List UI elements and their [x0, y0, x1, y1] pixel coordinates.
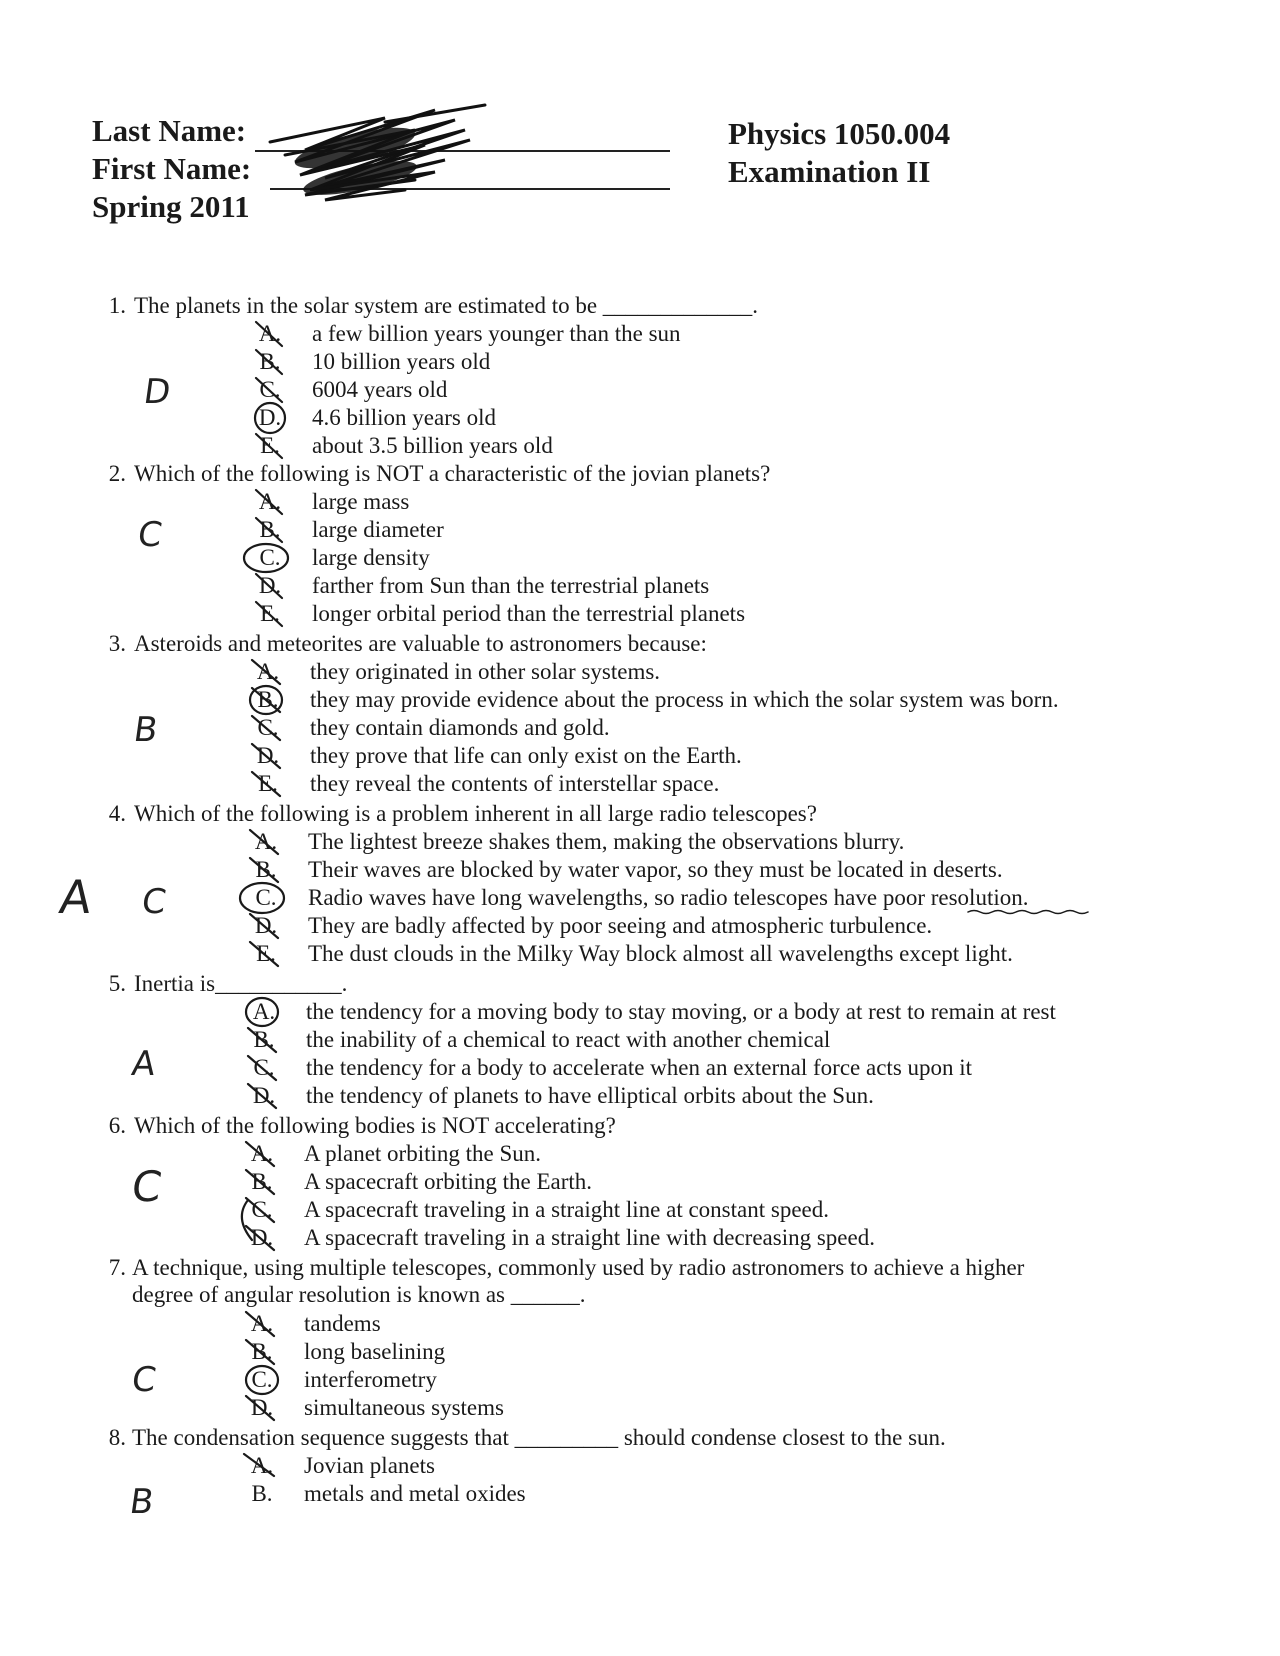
option-letter: C. — [259, 545, 281, 570]
option-letter: B. — [251, 1481, 273, 1506]
option-letter: B. — [251, 1169, 273, 1194]
option-text: 4.6 billion years old — [312, 405, 496, 430]
option-text: farther from Sun than the terrestrial planets — [312, 573, 710, 598]
option-letter: D. — [250, 1395, 274, 1420]
option-letter: B. — [251, 1339, 273, 1364]
option-letter: A. — [258, 489, 282, 514]
handwritten-answer: A — [129, 1044, 159, 1084]
option-text: the inability of a chemical to react with another chemical — [306, 1027, 831, 1052]
option-letter: A. — [254, 829, 278, 854]
option-letter: C. — [251, 1367, 273, 1392]
handwritten-answer: C — [129, 1360, 159, 1400]
option-letter: D. — [252, 1083, 276, 1108]
option-letter: E. — [258, 771, 278, 796]
option-letter: A. — [250, 1141, 274, 1166]
option-letter: A. — [258, 321, 282, 346]
option-text: large density — [312, 545, 430, 570]
term-label: Spring 2011 — [92, 189, 250, 224]
option-letter: E. — [260, 601, 280, 626]
option-letter: B. — [253, 1027, 275, 1052]
option-letter: D. — [256, 743, 280, 768]
option-letter: B. — [255, 857, 277, 882]
option-text: a few billion years younger than the sun — [312, 321, 681, 346]
option-letter: C. — [255, 885, 277, 910]
first-name-label: First Name: — [92, 151, 252, 186]
option-text: long baselining — [304, 1339, 446, 1364]
exam-title: Examination II — [728, 154, 931, 189]
option-letter: B. — [257, 687, 279, 712]
option-text: the tendency for a moving body to stay moving, or a body at rest to remain at rest — [306, 999, 1056, 1024]
question-text: Which of the following bodies is NOT accelerating? — [134, 1113, 616, 1138]
option-text: Jovian planets — [304, 1453, 435, 1478]
question-number: 4. — [108, 801, 126, 826]
option-letter: D. — [250, 1225, 274, 1250]
option-letter: D. — [258, 405, 282, 430]
option-letter: B. — [259, 349, 281, 374]
option-text: A spacecraft orbiting the Earth. — [304, 1169, 593, 1194]
option-letter: C. — [251, 1197, 273, 1222]
option-letter: D. — [254, 913, 278, 938]
option-text: 6004 years old — [312, 377, 448, 402]
question-text: Inertia is___________. — [134, 971, 348, 996]
option-text: Their waves are blocked by water vapor, so they must be located in deserts. — [308, 857, 1003, 882]
option-text: they contain diamonds and gold. — [310, 715, 610, 740]
option-letter: E. — [256, 941, 276, 966]
redaction-scribble — [265, 100, 495, 210]
option-text: they reveal the contents of interstellar space. — [310, 771, 720, 796]
last-name-label: Last Name: — [92, 113, 247, 148]
question-number: 3. — [108, 631, 126, 656]
option-letter: B. — [259, 517, 281, 542]
question-text-continued: degree of angular resolution is known as ______. — [132, 1282, 586, 1307]
question-number: 6. — [108, 1113, 126, 1138]
handwritten-answer: C — [135, 515, 165, 555]
option-letter: A. — [252, 999, 276, 1024]
option-letter: C. — [253, 1055, 275, 1080]
question-number: 1. — [108, 293, 126, 318]
option-letter: A. — [250, 1311, 274, 1336]
option-text: interferometry — [304, 1367, 437, 1392]
option-text: they prove that life can only exist on the Earth. — [310, 743, 742, 768]
question-number: 7. — [108, 1255, 126, 1280]
handwritten-answer: B — [131, 710, 161, 750]
question-text: The condensation sequence suggests that _________ should condense closest to the sun. — [132, 1425, 946, 1450]
option-text: They are badly affected by poor seeing and atmospheric turbulence. — [308, 913, 933, 938]
option-text: Radio waves have long wavelengths, so radio telescopes have poor resolution. — [308, 885, 1029, 910]
handwritten-answer: D — [141, 372, 173, 412]
option-text: about 3.5 billion years old — [312, 433, 553, 458]
option-letter: E. — [260, 433, 280, 458]
question-number: 2. — [108, 461, 126, 486]
option-text: longer orbital period than the terrestrial planets — [312, 601, 746, 626]
handwritten-answer: B — [127, 1482, 157, 1522]
option-text: the tendency of planets to have elliptical orbits about the Sun. — [306, 1083, 874, 1108]
option-text: The lightest breeze shakes them, making the observations blurry. — [308, 829, 905, 854]
option-text: tandems — [304, 1311, 381, 1336]
option-text: A planet orbiting the Sun. — [304, 1141, 542, 1166]
question-number: 5. — [108, 971, 126, 996]
question-text: Which of the following is a problem inherent in all large radio telescopes? — [134, 801, 817, 826]
option-text: The dust clouds in the Milky Way block almost all wavelengths except light. — [308, 941, 1013, 966]
question-number: 8. — [108, 1425, 126, 1450]
course-title: Physics 1050.004 — [728, 116, 951, 151]
option-letter: A. — [250, 1453, 274, 1478]
option-letter: D. — [258, 573, 282, 598]
question-text: A technique, using multiple telescopes, commonly used by radio astronomers to achieve a higher — [132, 1255, 1025, 1280]
option-text: they originated in other solar systems. — [310, 659, 661, 684]
option-text: large diameter — [312, 517, 444, 542]
option-text: metals and metal oxides — [304, 1481, 526, 1506]
option-text: A spacecraft traveling in a straight line at constant speed. — [304, 1197, 829, 1222]
option-letter: C. — [259, 377, 281, 402]
option-text: large mass — [312, 489, 410, 514]
option-text: they may provide evidence about the process in which the solar system was born. — [310, 687, 1059, 712]
question-text: Asteroids and meteorites are valuable to astronomers because: — [134, 631, 707, 656]
handwritten-grade: A — [56, 870, 96, 924]
option-text: the tendency for a body to accelerate when an external force acts upon it — [306, 1055, 973, 1080]
handwritten-answer: C — [128, 1162, 165, 1211]
option-text: simultaneous systems — [304, 1395, 504, 1420]
handwritten-answer: C — [139, 882, 169, 922]
option-text: A spacecraft traveling in a straight line with decreasing speed. — [304, 1225, 875, 1250]
option-text: 10 billion years old — [312, 349, 491, 374]
option-letter: A. — [256, 659, 280, 684]
question-text: The planets in the solar system are estimated to be _____________. — [134, 293, 759, 318]
option-letter: C. — [257, 715, 279, 740]
question-text: Which of the following is NOT a characteristic of the jovian planets? — [134, 461, 771, 486]
